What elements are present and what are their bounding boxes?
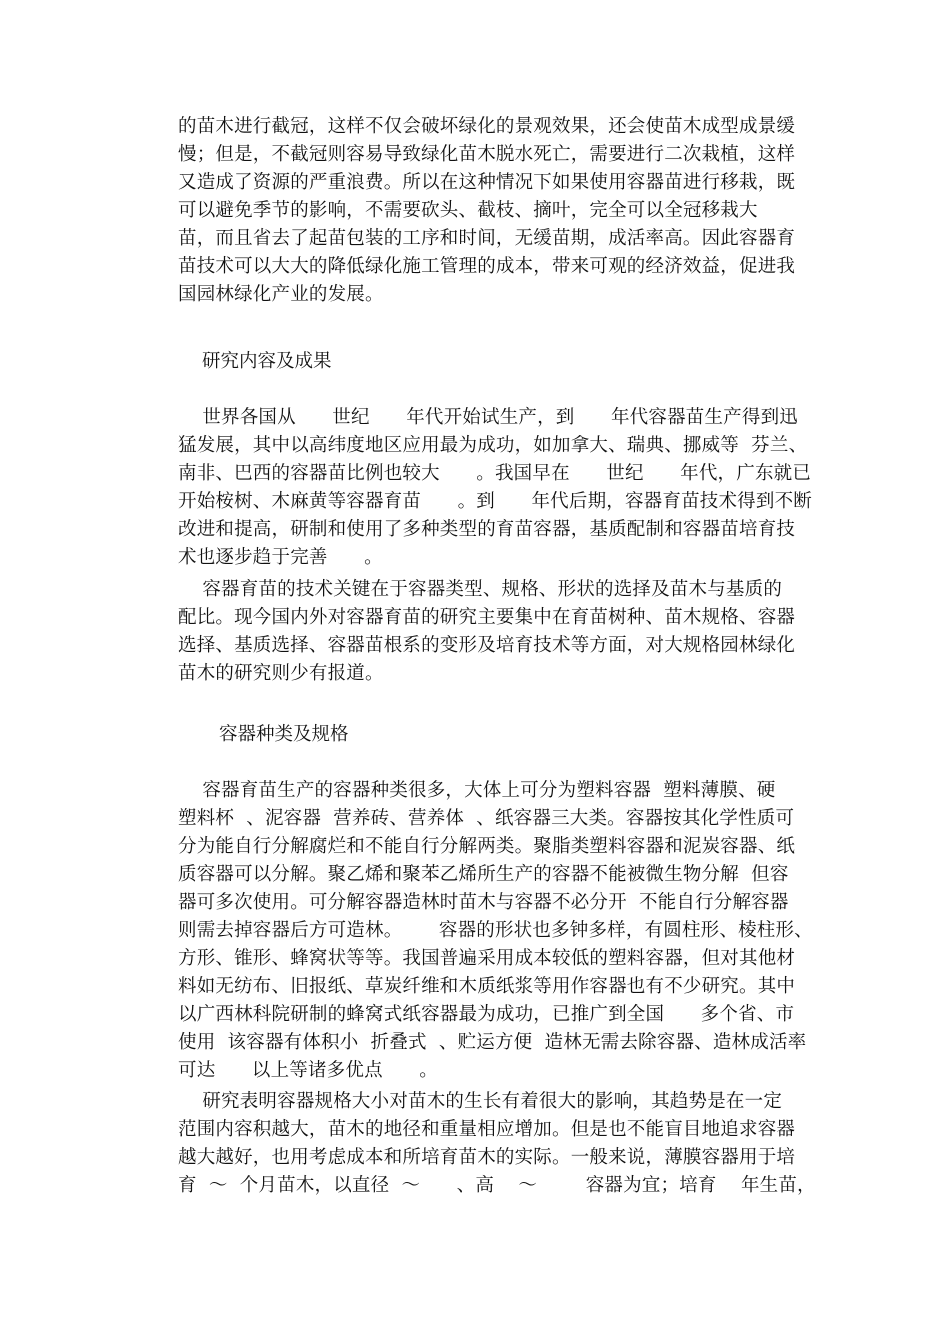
- text-line: 改进和提高，研制和使用了多种类型的育苗容器，基质配制和容器苗培育技: [178, 519, 796, 540]
- heading-research: 研究内容及成果: [202, 351, 332, 372]
- text-line: 越大越好，也用考虑成本和所培育苗木的实际。一般来说，薄膜容器用于培: [178, 1147, 796, 1168]
- text-line: 料如无纺布、旧报纸、草炭纤维和木质纸浆等用作容器也有不少研究。其中: [178, 976, 796, 997]
- text-line: 又造成了资源的严重浪费。所以在这种情况下如果使用容器苗进行移栽，既: [178, 172, 796, 193]
- text-line: 苗木的研究则少有报道。: [178, 663, 384, 684]
- text-line: 术也逐步趋于完善 。: [178, 547, 383, 568]
- text-line: 可以避免季节的影响，不需要砍头、截枝、摘叶，完全可以全冠移栽大: [178, 200, 758, 221]
- paragraph-types: [178, 777, 813, 1085]
- paragraph-world: [178, 404, 810, 572]
- text-line: 南非、巴西的容器苗比例也较大 。我国早在 世纪 年代，广东就已: [178, 463, 812, 484]
- paragraph-size: [178, 1088, 816, 1200]
- text-line: 范围内容积越大，苗木的地径和重量相应增加。但是也不能盲目地追求容器: [178, 1119, 796, 1140]
- text-line: 研究表明容器规格大小对苗木的生长有着很大的影响，其趋势是在一定: [178, 1091, 783, 1112]
- text-line: 以广西林科院研制的蜂窝式纸容器最为成功，已推广到全国 多个省、市: [178, 1004, 795, 1025]
- text-line: 分为能自行分解腐烂和不能自行分解两类。聚脂类塑料容器和泥炭容器、纸: [178, 836, 796, 857]
- text-line: 容器育苗的技术关键在于容器类型、规格、形状的选择及苗木与基质的: [178, 579, 783, 600]
- text-line: 塑料杯 、泥容器 营养砖、营养体 、纸容器三大类。容器按其化学性质可: [178, 808, 795, 829]
- text-line: 器可多次使用。可分解容器造林时苗木与容器不必分开 不能自行分解容器: [178, 892, 789, 913]
- text-line: 慢；但是，不截冠则容易导致绿化苗木脱水死亡，需要进行二次栽植，这样: [178, 144, 796, 165]
- text-line: 容器育苗生产的容器种类很多，大体上可分为塑料容器 塑料薄膜、硬: [178, 780, 776, 801]
- text-line: 猛发展，其中以高纬度地区应用最为成功，如加拿大、瑞典、挪威等 芬兰、: [178, 435, 808, 456]
- text-line: 苗，而且省去了起苗包装的工序和时间，无缓苗期，成活率高。因此容器育: [178, 228, 796, 249]
- text-line: 世界各国从 世纪 年代开始试生产，到 年代容器苗生产得到迅: [178, 407, 798, 428]
- text-line: 方形、锥形、蜂窝状等等。我国普遍采用成本较低的塑料容器，但对其他材: [178, 948, 796, 969]
- paragraph-key: [178, 576, 810, 688]
- text-line: 可达 以上等诸多优点 。: [178, 1060, 438, 1081]
- text-line: 国园林绿化产业的发展。: [178, 284, 384, 305]
- text-line: 使用 该容器有体积小 折叠式 、贮运方便 造林无需去除容器、造林成活率: [178, 1032, 807, 1053]
- text-line: 选择、基质选择、容器苗根系的变形及培育技术等方面，对大规格园林绿化: [178, 635, 796, 656]
- text-line: 育 ～ 个月苗木，以直径 ～ 、高 ～ 容器为宜；培育 年生苗，: [178, 1175, 816, 1196]
- text-line: 质容器可以分解。聚乙烯和聚苯乙烯所生产的容器不能被微生物分解 但容: [178, 864, 789, 885]
- text-line: 配比。现今国内外对容器育苗的研究主要集中在育苗树种、苗木规格、容器: [178, 607, 796, 628]
- text-line: 开始桉树、木麻黄等容器育苗 。到 年代后期，容器育苗技术得到不断: [178, 491, 812, 512]
- text-line: 则需去掉容器后方可造林。 容器的形状也多钟多样，有圆柱形、棱柱形、: [178, 920, 813, 941]
- text-line: 的苗木进行截冠，这样不仅会破坏绿化的景观效果，还会使苗木成型成景缓: [178, 116, 796, 137]
- paragraph-intro: [178, 113, 810, 309]
- text-line: 苗技术可以大大的降低绿化施工管理的成本，带来可观的经济效益，促进我: [178, 256, 796, 277]
- heading-types: 容器种类及规格: [219, 724, 349, 745]
